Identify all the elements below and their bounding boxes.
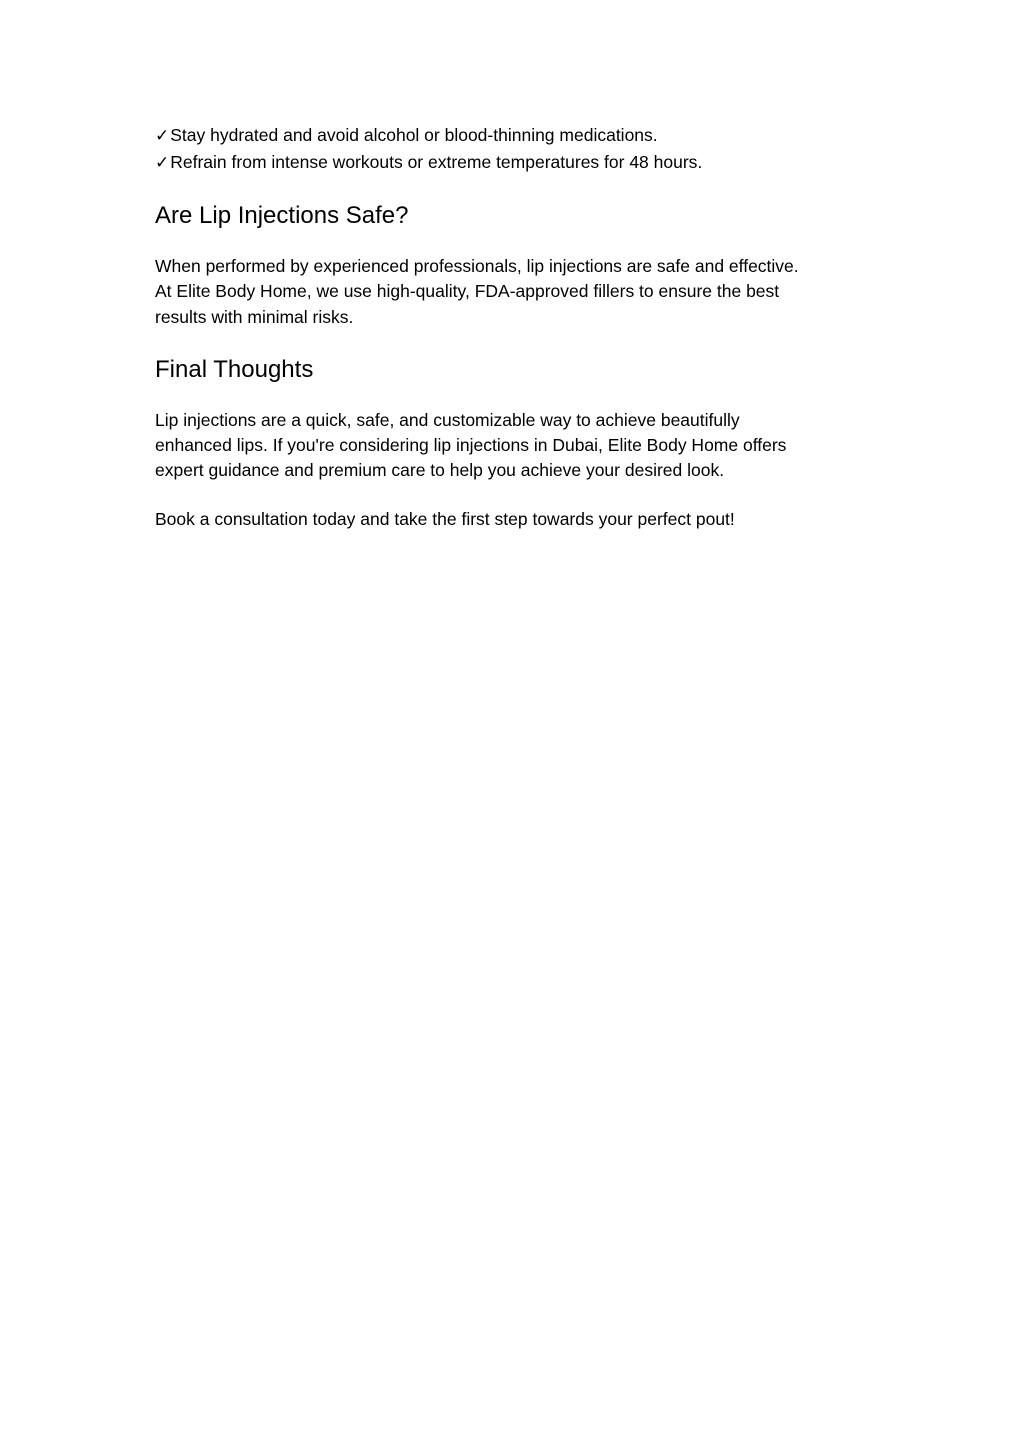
page-content <box>155 123 875 532</box>
checklist-item-text: Refrain from intense workouts or extreme temperatures for 48 hours. <box>170 151 703 172</box>
paragraph-line: expert guidance and premium care to help you achieve your desired look. <box>155 460 725 481</box>
checklist-item <box>155 150 875 177</box>
checklist-item <box>155 123 875 150</box>
paragraph-line: At Elite Body Home, we use high-quality, FDA-approved fillers to ensure the best <box>155 281 780 302</box>
paragraph-line: enhanced lips. If you're considering lip injections in Dubai, Elite Body Home offers <box>155 435 787 456</box>
paragraph-line: results with minimal risks. <box>155 306 354 327</box>
section-heading-safety: Are Lip Injections Safe? <box>155 202 409 229</box>
closing-call-to-action: Book a consultation today and take the first step towards your perfect pout! <box>155 508 735 529</box>
paragraph-line: Lip injections are a quick, safe, and customizable way to achieve beautifully <box>155 409 740 430</box>
section-heading-final-thoughts: Final Thoughts <box>155 355 314 383</box>
final-thoughts-paragraph <box>155 408 875 484</box>
safety-paragraph <box>155 254 875 330</box>
paragraph-line: When performed by experienced professionals, lip injections are safe and effective. <box>155 256 799 276</box>
checklist-item-text: Stay hydrated and avoid alcohol or blood-thinning medications. <box>170 125 658 145</box>
check-icon: ✓ <box>155 126 170 146</box>
check-icon: ✓ <box>155 152 170 173</box>
